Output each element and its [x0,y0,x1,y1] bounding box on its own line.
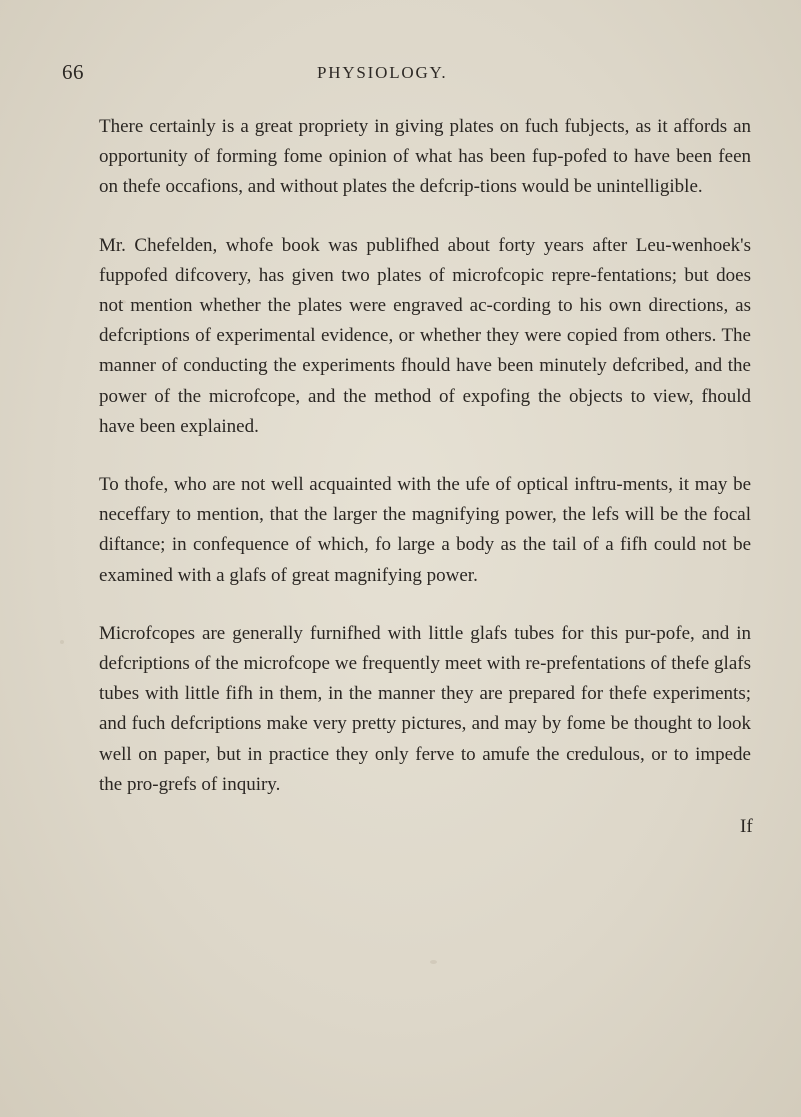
body-text [99,112,751,800]
paper-speck [60,640,64,644]
page-number: 66 [62,60,84,84]
page-header [62,60,762,90]
paragraph-2: Mr. Chefelden, whofe book was publifhed about forty years after Leu-wenhoek's fuppofed difcovery, has given two plates of microfcopic repre-fentations; but does not mention whether the plates were engraved ac-cording to his own directions, as defcriptions of experimental evidence, or whether they were copied from others. The manner of conducting the experiments fhould have been minutely defcribed, and the power of the microfcope, and the method of expofing the objects to view, fhould have been explained. [99,234,751,437]
running-title: PHYSIOLOGY. [317,63,448,82]
paper-speck [430,960,437,964]
paragraph-1: There certainly is a great propriety in giving plates on fuch fubjects, as it affords an opportunity of forming fome opinion of what has been fup-pofed to have been feen on thefe occafions, and without plates the defcrip-tions would be unintelligible. [99,116,751,198]
catchword: If [740,816,753,837]
paragraph-3: To thofe, who are not well acquainted with the ufe of optical inftru-ments, it may be neceffary to mention, that the larger the magnifying power, the lefs will be the focal diftance; in confequence of which, fo large a body as the tail of a fifh could not be examined with a glafs of great magnifying power. [99,474,751,586]
paragraph-4: Microfcopes are generally furnifhed with little glafs tubes for this pur-pofe, and in defcriptions of the microfcope we frequently meet with re-prefentations of thefe glafs tubes with little fifh in them, in the manner they are prepared for thefe experiments; and fuch defcriptions make very pretty pictures, and may by fome be thought to look well on paper, but in practice they only ferve to amufe the credulous, or to impede the pro-grefs of inquiry. [99,622,751,795]
